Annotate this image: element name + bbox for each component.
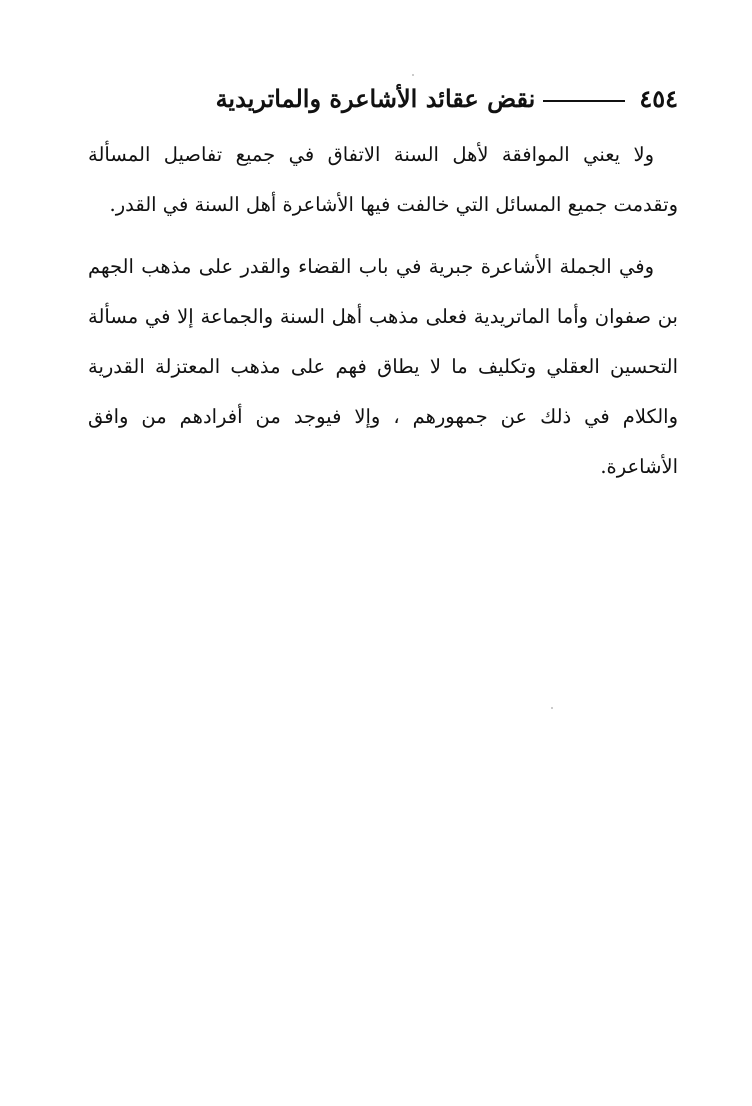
running-title: نقض عقائد الأشاعرة والماتريدية bbox=[215, 83, 536, 113]
body-text bbox=[88, 130, 678, 492]
scan-speck bbox=[412, 74, 414, 76]
paragraph-2: وفي الجملة الأشاعرة جبرية في باب القضاء والقدر على مذهب الجهم بن صفوان وأما الماتريدية فعلى مذهب أهل السنة والجماعة إلا في مسألة التحسين العقلي وتكليف ما لا يطاق فهم على مذهب المعتزلة القدرية والكلام في ذلك عن جمهورهم ، وإلا فيوجد من أفرادهم من وافق الأشاعرة. bbox=[88, 255, 678, 478]
page-header bbox=[92, 80, 678, 116]
page-number: ٤٥٤ bbox=[639, 83, 678, 113]
scan-speck bbox=[551, 707, 553, 709]
paragraph-1: ولا يعني الموافقة لأهل السنة الاتفاق في جميع تفاصيل المسألة وتقدمت جميع المسائل التي خالفت فيها الأشاعرة أهل السنة في القدر. bbox=[88, 143, 678, 216]
header-rule bbox=[543, 100, 625, 102]
